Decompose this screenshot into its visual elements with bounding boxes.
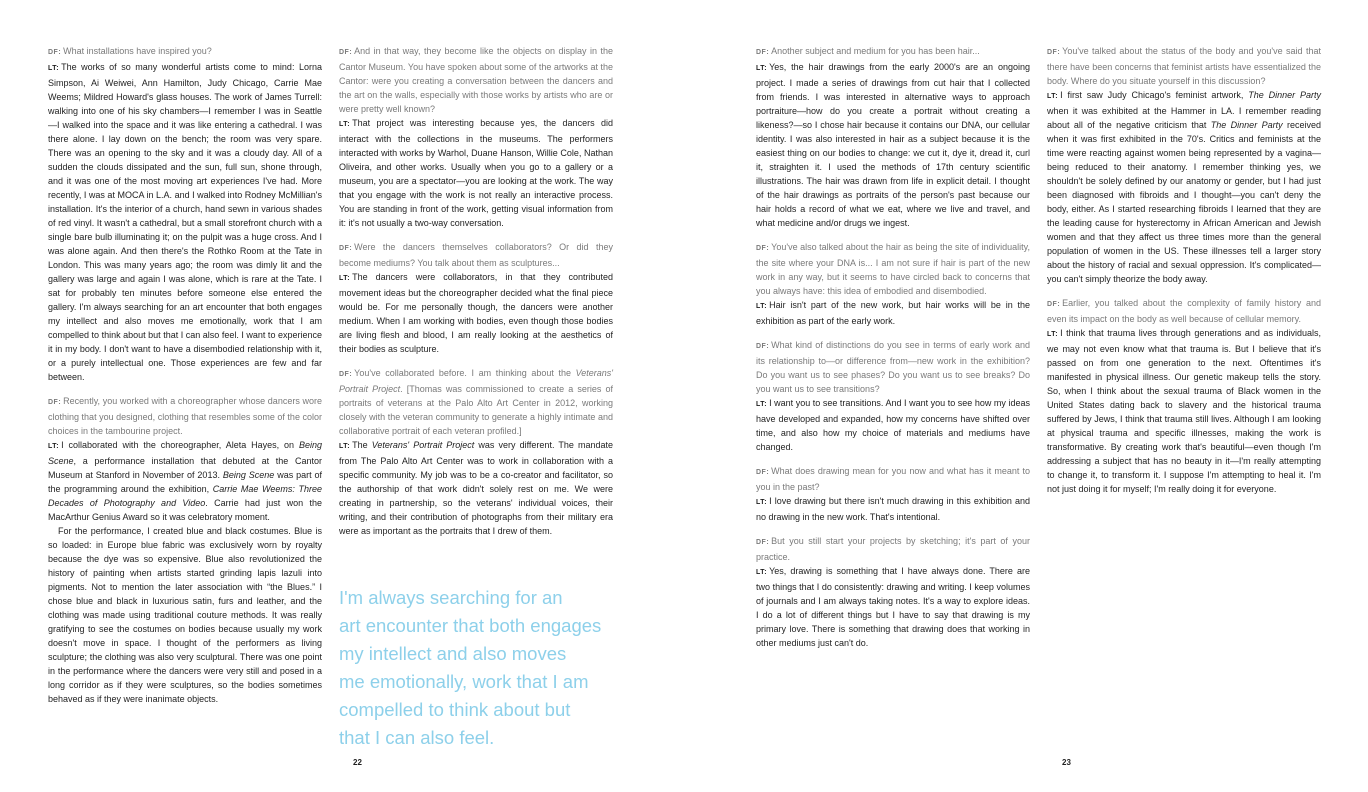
artist-tag: LT: — [756, 65, 768, 72]
artist-tag: LT: — [756, 401, 768, 408]
page-number-right: 23 — [1062, 758, 1071, 767]
artist-tag: LT: — [339, 443, 351, 450]
artist-tag: LT: — [48, 65, 60, 72]
question: DF: What installations have inspired you? — [48, 46, 212, 56]
question: DF: You've talked about the status of the body and you've said that there have been concerns that feminist artists have essentialized the body. Where do you situate yourself in this discussion? — [1047, 46, 1321, 86]
artist-tag: LT: — [756, 303, 768, 310]
question: DF: You've collaborated before. I am thinking about the Veterans' Portrait Project. [Thomas was commissioned to create a series of portraits of veterans at the Palo Alto Art Center in 2012, working closely with the veteran community to generate a highly intimate and collaborative portrait of each veteran profiled.] — [339, 368, 613, 436]
question: DF: Earlier, you talked about the complexity of family history and even its impact on the body as well because of cellular memory. — [1047, 298, 1321, 324]
column-3 — [756, 44, 1030, 650]
column-4 — [1047, 44, 1321, 496]
answer: LT: That project was interesting because yes, the dancers did interact with the collections in the museums. The performers interacted with works by Warhol, Duane Hanson, Willie Cole, Nathan Oliveira, and other works. Usually when you go to a gallery or a museum, you are a spectator—you are looking at the work. The way that you engage with the work is not really an interactive process. You are standing in front of the work, getting visual information from it: it's not usually a two-way conversation. — [339, 118, 613, 228]
artist-tag: LT: — [48, 443, 60, 450]
interviewer-tag: DF: — [1047, 301, 1061, 308]
artist-tag: LT: — [756, 569, 768, 576]
pull-quote-line: me emotionally, work that I am — [339, 671, 589, 692]
interviewer-tag: DF: — [339, 245, 353, 252]
answer: LT: The works of so many wonderful artists come to mind: Lorna Simpson, Ai Weiwei, Ann Hamilton, Judy Chicago, Carrie Mae Weems; Mildred Howard's glass houses. The work of James Turrell: walking into one of his sky chambers—I remember I was in Seattle—I walked into the space and it was like entering a cathedral. I was there alone. I lay down on the bench; the room was very spare. There was an opening to the sky and it was a cloudy day. All of a sudden the clouds dissipated and the sun, full sun, shone through, and it was one of the most moving art experiences I've had. More recently, I was at MOCA in L.A. and I walked into Rodney McMillian's installation. It's the interior of a church, hand sewn in various shades of red vinyl. It wasn't a cathedral, but a small storefront church with a single bare bulb illuminating it; on the pulpit was a huge cross. And I was alone again. And then there's the Rothko Room at the Tate in London. This was many years ago; the room was dimly lit and the gallery was large and again I was alone, which is rare at the Tate. I sat for probably ten minutes before someone else entered the gallery. I'm always searching for an art encounter that both engages my intellect and also moves me emotionally, work that I am compelled to think about but that I can also feel. I want to experience it in my body. I don't want to have a disembodied relationship with it, or a purely intellectual one. Those experiences are few and far between. — [48, 62, 322, 382]
artist-tag: LT: — [1047, 331, 1059, 338]
question: DF: What kind of distinctions do you see in terms of early work and its relationship to—or difference from—new work in the exhibition? Do you want us to see phases? Do you want us to see breaks? Do you want us to see transitions? — [756, 340, 1030, 394]
interviewer-tag: DF: — [48, 399, 62, 406]
interviewer-tag: DF: — [339, 49, 353, 56]
answer: LT: I collaborated with the choreographer, Aleta Hayes, on Being Scene, a performance installation that debuted at the Cantor Museum at Stanford in November of 2013. Being Scene was part of the programming around the exhibition, Carrie Mae Weems: Three Decades of Photography and Video. Carrie had just won the MacArthur Genius Award so it was celebratory moment. — [48, 440, 322, 522]
pull-quote-line: my intellect and also moves — [339, 643, 567, 664]
interviewer-tag: DF: — [756, 245, 770, 252]
interviewer-tag: DF: — [756, 539, 770, 546]
answer: LT: The dancers were collaborators, in that they contributed movement ideas but the choreographer decided what the final piece would be. For me personally though, the dancers were another medium. When I am working with bodies, even though those bodies are living flesh and blood, I am really looking at the aesthetics of their bodies as sculpture. — [339, 272, 613, 354]
pull-quote — [339, 584, 629, 752]
question: DF: Were the dancers themselves collaborators? Or did they become mediums? You talk about them as sculptures... — [339, 242, 613, 268]
interviewer-tag: DF: — [339, 371, 353, 378]
page-number-left: 22 — [353, 758, 362, 767]
pull-quote-line: that I can also feel. — [339, 727, 495, 748]
answer: LT: Hair isn't part of the new work, but hair works will be in the exhibition as part of the early work. — [756, 300, 1030, 326]
question: DF: What does drawing mean for you now and what has it meant to you in the past? — [756, 466, 1030, 492]
pull-quote-line: compelled to think about but — [339, 699, 571, 720]
interviewer-tag: DF: — [756, 469, 770, 476]
pull-quote-line: I'm always searching for an — [339, 587, 563, 608]
pull-quote-line: art encounter that both engages — [339, 615, 602, 636]
interviewer-tag: DF: — [1047, 49, 1061, 56]
artist-tag: LT: — [339, 121, 351, 128]
answer: LT: I love drawing but there isn't much drawing in this exhibition and no drawing in the new work. That's intentional. — [756, 496, 1030, 522]
question: DF: But you still start your projects by sketching; it's part of your practice. — [756, 536, 1030, 562]
question: DF: You've also talked about the hair as being the site of individuality, the site where your DNA is... I am not sure if hair is part of the new work in any way, but it seems to have circled back to concerns that you always have: this idea of embodied and disembodied. — [756, 242, 1030, 296]
answer: LT: Yes, the hair drawings from the early 2000's are an ongoing project. I made a series of drawings from cut hair that I collected from friends. I was interested in alternative ways to approach portraiture—how do you create a portrait without creating a likeness?—so I chose hair because it contains our DNA, our cellular identity. I was also interested in hair as a subject because it is the easiest thing on our bodies to change: we cut it, dye it, dread it, curl it, straighten it. I used the methods of 17th century scientific illustrations. The hair was drawn from life in explicit detail. I thought of the hair drawings as portraits of the person's past because our hair holds a record of what we eat, where we live and travel, and what medicine and/or drugs we ingest. — [756, 62, 1030, 228]
artist-tag: LT: — [1047, 93, 1059, 100]
answer-continued: For the performance, I created blue and black costumes. Blue is so loaded: in Europe blue fabric was exclusively worn by royalty because the dye was so expensive. Blue also revolutionized the history of painting when artists started grinding lapis lazuli into pigments. Not to mention the later association with “the Blues.” I chose blue and black in luxurious satin, furs and leather, and the clothing was made using traditional couture methods. It was really gratifying to see the costumes on bodies because usually my work doesn't move in space. I thought of the performers as living sculpture; the clothing was also very sculptural. There was one point in the performance where the dancers were very still and posed in a long corridor as if they were sculptures, so the bodies sometimes behaved as if they were inanimate objects. — [48, 526, 322, 704]
column-2 — [339, 44, 613, 538]
artist-tag: LT: — [339, 275, 351, 282]
answer: LT: The Veterans' Portrait Project was very different. The mandate from The Palo Alto Art Center was to work in collaboration with a specific community. My job was to be a co-creator and facilitator, so the authorship of that work didn't solely rest on me. We were creating in partnership, so the veterans' individual voices, their writing, and their contribution of photographs from their military era were as important as the portraits that I drew of them. — [339, 440, 613, 536]
answer: LT: Yes, drawing is something that I have always done. There are two things that I do consistently: drawing and writing. I keep volumes of journals and I am always taking notes. It's a way to explore ideas. I do a lot of different things but I have to say that drawing is my primary love. There is something that drawing does that working in other mediums just can't do. — [756, 566, 1030, 648]
answer: LT: I want you to see transitions. And I want you to see how my ideas have developed and expanded, how my concerns have shifted over time, and also how my choice of materials and mediums have changed. — [756, 398, 1030, 452]
interviewer-tag: DF: — [756, 49, 770, 56]
question: DF: And in that way, they become like the objects on display in the Cantor Museum. You have spoken about some of the artworks at the Cantor: were you creating a conversation between the dancers and the art on the walls, especially with those works by artists who are or were pretty well known? — [339, 46, 613, 114]
artist-tag: LT: — [756, 499, 768, 506]
answer: LT: I think that trauma lives through generations and as individuals, we may not even know what that trauma is. But I believe that it's passed on from one generation to the next. Oftentimes it's manifested in physical illness. Our genetic makeup tells the story. So, when I think about the sexual trauma of Black women in the United States dating back to slavery and the historical trauma suffered by Jews, I think that trauma still lives. Although I am looking at physical trauma and specific illnesses, making the work is transformative. By creating work that's beautiful—even though I'm addressing a subject that has no beauty in it—I'm really attempting to change it, to transform it. I suppose I'm attempting to heal it. I'm not just doing it for myself; I'm really doing it for everyone. — [1047, 328, 1321, 494]
answer: LT: I first saw Judy Chicago's feminist artwork, The Dinner Party when it was exhibited at the Hammer in LA. I remember reading about all of the negative criticism that The Dinner Party received when it was first exhibited in the 70's. Critics and feminists at the time were reacting against women being represented by a vagina—being reduced to their anatomy. I remember thinking yes, we shouldn't be solely defined by our anatomy or gender, but I had just been diagnosed with fibroids and I thought—you can't deny the body, either. As I started researching fibroids I learned that they are the leading cause for hysterectomy in African American and Jewish women and that they affect us three times more than the general population of women in the US. These illnesses tell a larger story about the history of racial and sexual oppression. It's complicated—you can't simply theorize the body away. — [1047, 90, 1321, 284]
question: DF: Another subject and medium for you has been hair... — [756, 46, 980, 56]
column-1 — [48, 44, 322, 706]
interviewer-tag: DF: — [756, 343, 770, 350]
interviewer-tag: DF: — [48, 49, 62, 56]
question: DF: Recently, you worked with a choreographer whose dancers wore clothing that you designed, clothing that resembles some of the color choices in the tambourine project. — [48, 396, 322, 436]
